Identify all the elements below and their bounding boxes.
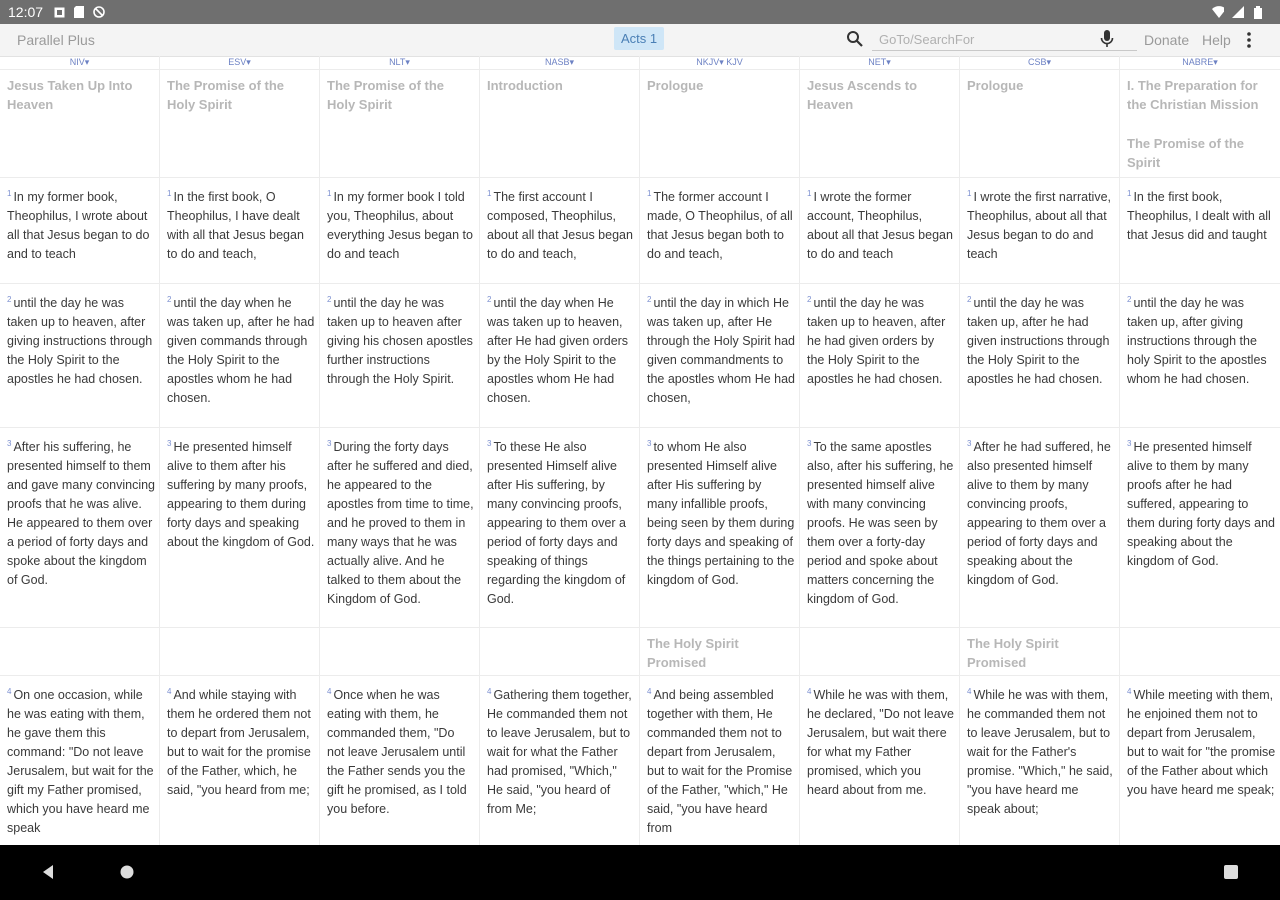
donate-button[interactable]: Donate [1144,32,1190,48]
verse-number: 2 [487,295,492,304]
verse-number: 2 [647,295,652,304]
verse-number: 3 [327,439,332,448]
sd-card-icon [73,6,85,18]
app-title: Parallel Plus [17,32,95,48]
verse-cell[interactable]: $^3$ To the same apostles also, after his suffering, he presented himself alive with many convincing proofs. He was seen by them over a forty-day period and spoke about matters concerning the kingdom of God. [800,428,960,627]
verse-number: 3 [967,439,972,448]
section-heading: Prologue [640,70,800,177]
section-heading [0,628,160,675]
section-heading [160,628,320,675]
section-heading [320,628,480,675]
section-subheading: The Promise of the Spirit [1127,136,1245,170]
verse-number: 4 [967,687,972,696]
verse-cell[interactable]: $^2$ until the day in which He was taken up, after He through the Holy Spirit had given commandments to the apostles whom He had chosen, [640,284,800,427]
verse-cell[interactable]: $^4$ Once when he was eating with them, he commanded them, "Do not leave Jerusalem until the Father sends you the gift he promised, as I told you before. [320,676,480,845]
verse-number: 1 [647,189,652,198]
verse-number: 1 [7,189,12,198]
verse-number: 3 [7,439,12,448]
verse-number: 2 [7,295,12,304]
verse-cell[interactable]: $^4$ On one occasion, while he was eating with them, he gave them this command: "Do not leave Jerusalem, but wait for the gift my Father promised, which you have heard me speak [0,676,160,845]
version-selector-nasb[interactable]: NASB▾ [480,56,640,69]
recent-apps-icon[interactable] [1224,865,1238,879]
section-heading: The Promise of the Holy Spirit [320,70,480,177]
verse-cell[interactable]: $^1$ I wrote the former account, Theophilus, about all that Jesus began to do and teach [800,178,960,283]
verse-number: 4 [1127,687,1132,696]
search-icon[interactable] [846,30,864,48]
verse-row [0,428,1280,628]
verse-number: 4 [167,687,172,696]
verse-number: 2 [807,295,812,304]
wifi-icon [1212,6,1224,18]
section-heading: The Holy Spirit Promised [960,628,1120,675]
home-icon[interactable] [120,865,134,879]
verse-number: 4 [487,687,492,696]
verse-number: 3 [1127,439,1132,448]
section-heading [480,628,640,675]
app-bar [0,24,1280,57]
verse-cell[interactable]: $^3$ He presented himself alive to them after his suffering by many proofs, appearing to them during forty days and speaking about the kingdom of God. [160,428,320,627]
status-bar [0,0,1280,24]
section-heading: Jesus Ascends to Heaven [800,70,960,177]
verse-cell[interactable]: $^1$ In the first book, O Theophilus, I have dealt with all that Jesus began to do and teach, [160,178,320,283]
verse-cell[interactable]: $^2$ until the day he was taken up, after he had given instructions through the Holy Spirit to the apostles he had chosen. [960,284,1120,427]
more-options-icon[interactable] [1244,31,1254,49]
verse-row [0,284,1280,428]
version-selector-nkjv[interactable]: NKJV▾ KJV [640,56,800,69]
subheading-row [0,628,1280,676]
verse-cell[interactable]: $^2$ until the day when he was taken up, after he had given commands through the Holy Spirit to the apostles whom he had chosen. [160,284,320,427]
verse-row [0,178,1280,284]
verse-number: 1 [807,189,812,198]
back-icon[interactable] [40,864,56,880]
status-time: 12:07 [8,4,44,20]
section-heading: The Promise of the Holy Spirit [160,70,320,177]
section-heading: The Holy Spirit Promised [640,628,800,675]
verse-cell[interactable]: $^1$ The former account I made, O Theophilus, of all that Jesus began both to do and teach, [640,178,800,283]
verse-cell[interactable]: $^2$ until the day when He was taken up to heaven, after He had given orders by the Holy Spirit to the apostles whom He had chosen. [480,284,640,427]
verse-number: 4 [807,687,812,696]
verse-cell[interactable]: $^4$ While he was with them, he declared, "Do not leave Jerusalem, but wait there for what my Father promised, which you heard about from me. [800,676,960,845]
verse-number: 1 [1127,189,1132,198]
version-header-row [0,56,1280,70]
verse-cell[interactable]: $^3$ During the forty days after he suffered and died, he appeared to the apostles from time to time, and he proved to them in many ways that he was actually alive. And he talked to them about the Kingdom of God. [320,428,480,627]
section-heading: Prologue [960,70,1120,177]
verse-cell[interactable]: $^2$ until the day he was taken up to heaven, after giving instructions through the Holy Spirit to the apostles he had chosen. [0,284,160,427]
verse-number: 4 [7,687,12,696]
verse-number: 1 [967,189,972,198]
verse-number: 3 [167,439,172,448]
verse-cell[interactable]: $^4$ While meeting with them, he enjoined them not to depart from Jerusalem, but to wait for "the promise of the Father about which you have heard me speak; [1127,687,1276,798]
verse-cell[interactable]: $^4$ And being assembled together with them, He commanded them not to depart from Jerusalem, but to wait for the Promise of the Father, "which," He said, "you have heard from [640,676,800,845]
verse-number: 2 [967,295,972,304]
verse-cell[interactable]: $^3$ After he had suffered, he also presented himself alive to them by many convincing proofs, appearing to them over a period of forty days and speaking about the kingdom of God. [960,428,1120,627]
verse-number: 4 [327,687,332,696]
version-selector-net[interactable]: NET▾ [800,56,960,69]
version-selector-esv[interactable]: ESV▾ [160,56,320,69]
verse-number: 3 [647,439,652,448]
notification-icon [53,6,65,18]
verse-cell[interactable]: $^1$ In my former book I told you, Theophilus, about everything Jesus began to do and teach [320,178,480,283]
verse-cell[interactable]: $^4$ And while staying with them he ordered them not to depart from Jerusalem, but to wait for the promise of the Father, which, he said, "you heard from me; [160,676,320,845]
search-input[interactable] [872,29,1137,51]
verse-cell[interactable]: $^3$ to whom He also presented Himself alive after His suffering by many infallible proofs, being seen by them during forty days and speaking of the things pertaining to the kingdom of God. [640,428,800,627]
verse-number: 3 [807,439,812,448]
version-selector-niv[interactable]: NIV▾ [0,56,160,69]
version-selector-nlt[interactable]: NLT▾ [320,56,480,69]
verse-number: 3 [487,439,492,448]
verse-number: 4 [647,687,652,696]
verse-number: 2 [167,295,172,304]
section-heading: I. The Preparation for the Christian Mission The Promise of the Spirit [1120,70,1280,177]
verse-cell[interactable]: $^2$ until the day he was taken up to heaven after giving his chosen apostles further instructions through the Holy Spirit. [320,284,480,427]
section-heading: Introduction [480,70,640,177]
signal-icon [1232,6,1244,18]
reference-button[interactable]: Acts 1 [614,27,664,50]
microphone-icon[interactable] [1100,30,1114,48]
verse-number: 2 [327,295,332,304]
verse-cell[interactable]: $^4$ While he was with them, he commanded them not to leave Jerusalem, but to wait for the Father's promise. "Which," he said, "you have heard me speak about; [960,676,1120,845]
verse-cell[interactable]: $^1$ In the first book, Theophilus, I dealt with all that Jesus did and taught [1127,189,1271,243]
verse-cell[interactable]: $^2$ until the day he was taken up to heaven, after he had given orders by the Holy Spirit to the apostles he had chosen. [800,284,960,427]
verse-cell[interactable]: $^1$ In my former book, Theophilus, I wrote about all that Jesus began to do and to teach [0,178,160,283]
section-heading [1120,628,1280,675]
battery-icon [1252,6,1264,18]
parallel-grid [0,56,1280,845]
section-heading [800,628,960,675]
version-selector-csb[interactable]: CSB▾ [960,56,1120,69]
version-selector-nabre[interactable]: NABRE▾ [1182,57,1218,67]
verse-number: 1 [167,189,172,198]
section-heading: Jesus Taken Up Into Heaven [0,70,160,177]
verse-cell[interactable]: $^2$ until the day he was taken up, after giving instructions through the holy Spirit to the apostles whom he had chosen. [1127,295,1267,387]
verse-number: 2 [1127,295,1132,304]
verse-number: 1 [327,189,332,198]
verse-cell[interactable]: $^1$ I wrote the first narrative, Theophilus, about all that Jesus began to do and teach [960,178,1120,283]
verse-cell[interactable]: $^4$ Gathering them together, He commanded them not to leave Jerusalem, but to wait for what the Father had promised, "Which," He said, "you heard of from Me; [480,676,640,845]
heading-row [0,70,1280,178]
navigation-bar [0,845,1280,900]
verse-number: 1 [487,189,492,198]
verse-cell[interactable]: $^3$ After his suffering, he presented himself to them and gave many convincing proofs that he was alive. He appeared to them over a period of forty days and spoke about the kingdom of God. [0,428,160,627]
help-button[interactable]: Help [1202,32,1231,48]
verse-cell[interactable]: $^3$ He presented himself alive to them by many proofs after he had suffered, appearing to them during forty days and speaking about the kingdom of God. [1127,439,1275,569]
verse-cell[interactable]: $^3$ To these He also presented Himself alive after His suffering, by many convincing proofs, appearing to them over a period of forty days and speaking of things regarding the kingdom of God. [480,428,640,627]
blocked-icon [93,6,105,18]
verse-row [0,676,1280,845]
verse-cell[interactable]: $^1$ The first account I composed, Theophilus, about all that Jesus began to do and teach, [480,178,640,283]
